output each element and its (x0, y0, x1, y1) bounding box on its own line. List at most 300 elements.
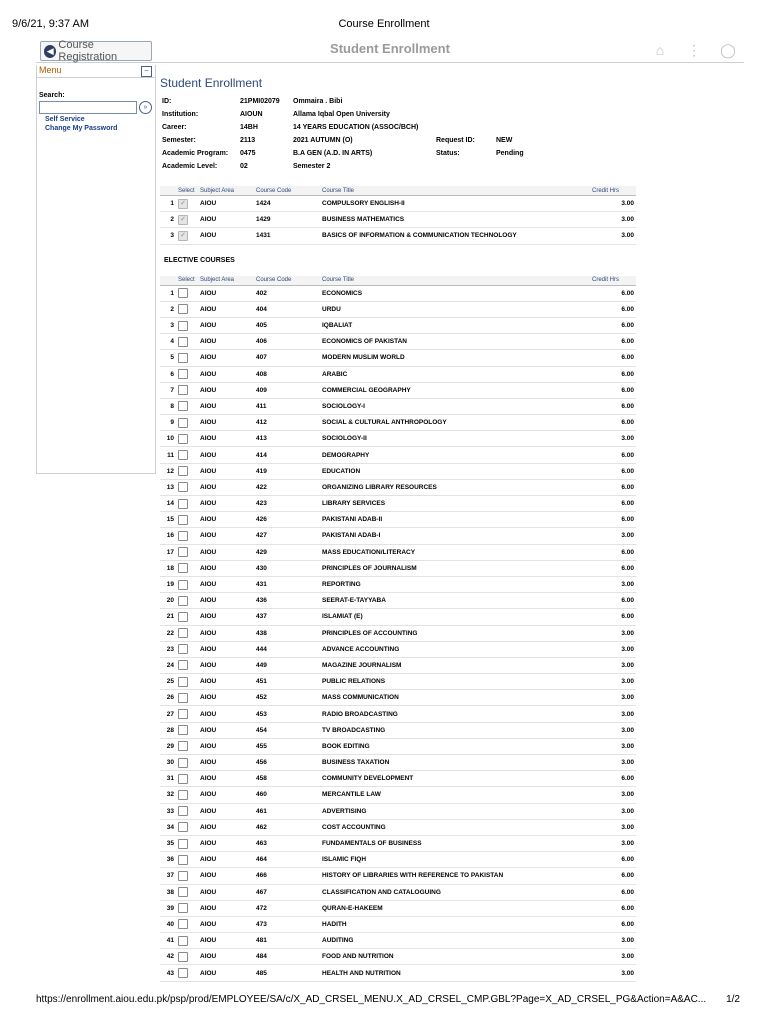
more-options-icon[interactable]: ⋮ (687, 42, 701, 58)
credit-hrs-cell: 6.00 (590, 463, 636, 479)
row-number: 10 (160, 431, 176, 447)
course-code-cell: 414 (254, 447, 320, 463)
print-url: https://enrollment.aiou.edu.pk/psp/prod/EMPLOYEE/SA/c/X_AD_CRSEL_MENU.X_AD_CRSEL_CMP.GBL?Page=X_AD_CRSEL_PG&Action=A&AC... (36, 994, 707, 1005)
table-row (160, 334, 636, 350)
select-checkbox[interactable] (178, 401, 188, 411)
credit-hrs-cell: 3.00 (590, 738, 636, 754)
credit-hrs-cell: 6.00 (590, 544, 636, 560)
select-checkbox[interactable] (178, 968, 188, 978)
credit-hrs-cell: 3.00 (590, 674, 636, 690)
select-cell (176, 625, 198, 641)
table-row (160, 398, 636, 414)
table-row (160, 625, 636, 641)
select-checkbox[interactable] (178, 580, 188, 590)
select-cell (176, 657, 198, 673)
course-code-cell: 449 (254, 657, 320, 673)
institution-code: AIOUN (240, 111, 263, 118)
select-cell (176, 576, 198, 592)
select-checkbox[interactable] (178, 547, 188, 557)
status-label: Status: (436, 150, 460, 157)
select-cell (176, 431, 198, 447)
search-label: Search: (39, 92, 65, 99)
table-row (160, 852, 636, 868)
subject-area-cell: AIOU (198, 852, 254, 868)
select-checkbox[interactable] (178, 321, 188, 331)
select-cell (176, 350, 198, 366)
search-row (39, 101, 155, 114)
search-go-icon[interactable]: » (139, 101, 152, 114)
row-number: 25 (160, 674, 176, 690)
credit-hrs-cell: 3.00 (590, 431, 636, 447)
credit-hrs-cell: 3.00 (590, 657, 636, 673)
course-code-cell: 461 (254, 803, 320, 819)
subject-area-cell: AIOU (198, 285, 254, 301)
table-row (160, 431, 636, 447)
table-row (160, 722, 636, 738)
print-header (0, 0, 768, 40)
course-title-cell: FOOD AND NUTRITION (320, 949, 590, 965)
course-code-cell: 419 (254, 463, 320, 479)
course-title-cell: PUBLIC RELATIONS (320, 674, 590, 690)
table-row (160, 463, 636, 479)
select-cell (176, 738, 198, 754)
row-number: 33 (160, 803, 176, 819)
select-checkbox[interactable] (178, 693, 188, 703)
course-title-cell: MAGAZINE JOURNALISM (320, 657, 590, 673)
subject-area-cell: AIOU (198, 933, 254, 949)
table-row (160, 576, 636, 592)
credit-hrs-cell: 6.00 (590, 317, 636, 333)
row-number: 40 (160, 916, 176, 932)
table-row (160, 916, 636, 932)
course-title-cell: PAKISTANI ADAB-II (320, 512, 590, 528)
credit-hrs-cell: 3.00 (590, 196, 636, 212)
course-title-cell: LIBRARY SERVICES (320, 496, 590, 512)
course-code-cell: 431 (254, 576, 320, 592)
row-number: 13 (160, 479, 176, 495)
career-label: Career: (162, 124, 187, 131)
select-checkbox[interactable] (178, 839, 188, 849)
course-code-cell: 460 (254, 787, 320, 803)
select-checkbox[interactable] (178, 790, 188, 800)
table-row (160, 285, 636, 301)
print-page-number: 1/2 (726, 994, 740, 1005)
row-number: 35 (160, 835, 176, 851)
credit-hrs-cell: 6.00 (590, 415, 636, 431)
course-code-cell: 453 (254, 706, 320, 722)
program-code: 0475 (240, 150, 256, 157)
menu-label: Menu (39, 65, 62, 75)
course-code-cell: 406 (254, 334, 320, 350)
course-code-cell: 466 (254, 868, 320, 884)
subject-area-cell: AIOU (198, 771, 254, 787)
subject-area-cell: AIOU (198, 228, 254, 244)
select-cell (176, 722, 198, 738)
col-credit-hrs: Credit Hrs (590, 276, 636, 286)
row-number: 36 (160, 852, 176, 868)
row-number: 31 (160, 771, 176, 787)
select-checkbox[interactable] (178, 758, 188, 768)
table-row (160, 690, 636, 706)
select-checkbox[interactable] (178, 644, 188, 654)
course-code-cell: 427 (254, 528, 320, 544)
sidebar-link-change-password[interactable]: Change My Password (45, 125, 118, 132)
course-code-cell: 423 (254, 496, 320, 512)
select-checkbox[interactable] (178, 806, 188, 816)
table-row (160, 479, 636, 495)
credit-hrs-cell: 6.00 (590, 334, 636, 350)
select-checkbox[interactable] (178, 936, 188, 946)
row-number: 38 (160, 884, 176, 900)
table-row (160, 868, 636, 884)
subject-area-cell: AIOU (198, 625, 254, 641)
select-cell (176, 196, 198, 212)
semester-label: Semester: (162, 137, 196, 144)
select-cell (176, 819, 198, 835)
course-code-cell: 412 (254, 415, 320, 431)
select-checkbox[interactable] (178, 515, 188, 525)
select-checkbox[interactable] (178, 822, 188, 832)
table-row (160, 738, 636, 754)
select-checkbox[interactable] (178, 919, 188, 929)
select-checkbox[interactable] (178, 871, 188, 881)
course-title-cell: IQBALIAT (320, 317, 590, 333)
select-cell (176, 228, 198, 244)
select-checkbox[interactable] (178, 887, 188, 897)
row-number: 6 (160, 366, 176, 382)
row-number: 9 (160, 415, 176, 431)
table-row (160, 706, 636, 722)
row-number: 27 (160, 706, 176, 722)
course-title-cell: ISLAMIC FIQH (320, 852, 590, 868)
select-checkbox[interactable] (178, 369, 188, 379)
col-course-title: Course Title (320, 186, 590, 196)
subject-area-cell: AIOU (198, 463, 254, 479)
credit-hrs-cell: 6.00 (590, 593, 636, 609)
credit-hrs-cell: 3.00 (590, 690, 636, 706)
credit-hrs-cell: 3.00 (590, 835, 636, 851)
select-cell (176, 301, 198, 317)
select-checkbox[interactable] (178, 774, 188, 784)
select-cell (176, 755, 198, 771)
col-select: Select (176, 276, 198, 286)
row-number: 12 (160, 463, 176, 479)
select-cell (176, 544, 198, 560)
credit-hrs-cell: 3.00 (590, 228, 636, 244)
subject-area-cell: AIOU (198, 301, 254, 317)
subject-area-cell: AIOU (198, 690, 254, 706)
table-row (160, 965, 636, 981)
subject-area-cell: AIOU (198, 949, 254, 965)
career-code: 14BH (240, 124, 258, 131)
table-row (160, 317, 636, 333)
institution-label: Institution: (162, 111, 199, 118)
subject-area-cell: AIOU (198, 544, 254, 560)
table-row (160, 560, 636, 576)
row-number: 30 (160, 755, 176, 771)
table-row (160, 900, 636, 916)
table-header-row (160, 276, 636, 286)
course-code-cell: 454 (254, 722, 320, 738)
credit-hrs-cell: 6.00 (590, 560, 636, 576)
select-checkbox[interactable] (178, 450, 188, 460)
col-select: Select (176, 186, 198, 196)
row-number: 20 (160, 593, 176, 609)
subject-area-cell: AIOU (198, 609, 254, 625)
select-cell (176, 690, 198, 706)
subject-area-cell: AIOU (198, 317, 254, 333)
main-content (160, 76, 740, 982)
career-name: 14 YEARS EDUCATION (ASSOC/BCH) (293, 124, 419, 131)
row-number: 42 (160, 949, 176, 965)
select-checkbox[interactable] (178, 288, 188, 298)
subject-area-cell: AIOU (198, 803, 254, 819)
select-checkbox[interactable] (178, 677, 188, 687)
course-code-cell: 456 (254, 755, 320, 771)
course-title-cell: QURAN-E-HAKEEM (320, 900, 590, 916)
compulsory-courses-table (160, 186, 636, 245)
subject-area-cell: AIOU (198, 722, 254, 738)
select-cell (176, 560, 198, 576)
course-code-cell: 455 (254, 738, 320, 754)
select-cell (176, 674, 198, 690)
row-number: 2 (160, 301, 176, 317)
home-icon[interactable]: ⌂ (655, 42, 665, 58)
subject-area-cell: AIOU (198, 884, 254, 900)
course-code-cell: 458 (254, 771, 320, 787)
course-code-cell: 422 (254, 479, 320, 495)
table-row (160, 593, 636, 609)
header-actions (652, 42, 736, 58)
table-row (160, 949, 636, 965)
course-title-cell: PRINCIPLES OF JOURNALISM (320, 560, 590, 576)
table-row (160, 787, 636, 803)
course-code-cell: 437 (254, 609, 320, 625)
program-name: B.A GEN (A.D. IN ARTS) (293, 150, 373, 157)
subject-area-cell: AIOU (198, 593, 254, 609)
course-title-cell: PRINCIPLES OF ACCOUNTING (320, 625, 590, 641)
subject-area-cell: AIOU (198, 496, 254, 512)
subject-area-cell: AIOU (198, 512, 254, 528)
select-cell (176, 787, 198, 803)
credit-hrs-cell: 6.00 (590, 609, 636, 625)
select-checkbox[interactable] (178, 418, 188, 428)
select-checkbox[interactable] (178, 855, 188, 865)
select-cell (176, 496, 198, 512)
table-row (160, 496, 636, 512)
row-number: 22 (160, 625, 176, 641)
credit-hrs-cell: 6.00 (590, 884, 636, 900)
course-code-cell: 467 (254, 884, 320, 900)
select-checkbox[interactable] (178, 725, 188, 735)
select-cell (176, 771, 198, 787)
course-title-cell: URDU (320, 301, 590, 317)
select-cell (176, 803, 198, 819)
row-number: 41 (160, 933, 176, 949)
subject-area-cell: AIOU (198, 916, 254, 932)
select-checkbox[interactable] (178, 304, 188, 314)
row-number: 23 (160, 641, 176, 657)
col-course-code: Course Code (254, 276, 320, 286)
subject-area-cell: AIOU (198, 657, 254, 673)
select-cell (176, 285, 198, 301)
select-cell (176, 317, 198, 333)
course-title-cell: HADITH (320, 916, 590, 932)
course-code-cell: 411 (254, 398, 320, 414)
subject-area-cell: AIOU (198, 706, 254, 722)
table-row (160, 819, 636, 835)
select-checkbox[interactable] (178, 385, 188, 395)
subject-area-cell: AIOU (198, 382, 254, 398)
select-cell (176, 884, 198, 900)
row-number: 16 (160, 528, 176, 544)
select-checkbox: ✓ (178, 199, 188, 209)
select-cell (176, 463, 198, 479)
course-code-cell: 462 (254, 819, 320, 835)
course-title-cell: BASICS OF INFORMATION & COMMUNICATION TECHNOLOGY (320, 228, 590, 244)
id-value: 21PMI02079 (240, 98, 280, 105)
table-row (160, 196, 636, 212)
table-row (160, 228, 636, 244)
course-title-cell: MASS COMMUNICATION (320, 690, 590, 706)
credit-hrs-cell: 6.00 (590, 496, 636, 512)
select-checkbox: ✓ (178, 231, 188, 241)
menu-bar (37, 65, 155, 78)
course-title-cell: BUSINESS MATHEMATICS (320, 212, 590, 228)
select-checkbox[interactable] (178, 952, 188, 962)
select-checkbox: ✓ (178, 215, 188, 225)
course-code-cell: 464 (254, 852, 320, 868)
select-checkbox[interactable] (178, 741, 188, 751)
navbar-icon[interactable]: ◯ (720, 42, 736, 58)
credit-hrs-cell: 6.00 (590, 900, 636, 916)
select-cell (176, 965, 198, 981)
subject-area-cell: AIOU (198, 819, 254, 835)
course-code-cell: 402 (254, 285, 320, 301)
course-title-cell: MASS EDUCATION/LITERACY (320, 544, 590, 560)
select-cell (176, 479, 198, 495)
credit-hrs-cell: 6.00 (590, 301, 636, 317)
credit-hrs-cell: 3.00 (590, 803, 636, 819)
elective-courses-label: ELECTIVE COURSES (164, 256, 235, 264)
select-checkbox[interactable] (178, 499, 188, 509)
row-number: 14 (160, 496, 176, 512)
request-id-value: NEW (496, 137, 513, 144)
select-cell (176, 366, 198, 382)
course-title-cell: ECONOMICS (320, 285, 590, 301)
subject-area-cell: AIOU (198, 334, 254, 350)
credit-hrs-cell: 3.00 (590, 965, 636, 981)
row-number: 37 (160, 868, 176, 884)
course-title-cell: ORGANIZING LIBRARY RESOURCES (320, 479, 590, 495)
select-checkbox[interactable] (178, 434, 188, 444)
table-row (160, 835, 636, 851)
course-code-cell: 1424 (254, 196, 320, 212)
credit-hrs-cell: 3.00 (590, 528, 636, 544)
course-code-cell: 1429 (254, 212, 320, 228)
credit-hrs-cell: 6.00 (590, 366, 636, 382)
subject-area-cell: AIOU (198, 447, 254, 463)
subject-area-cell: AIOU (198, 755, 254, 771)
select-cell (176, 868, 198, 884)
row-number: 29 (160, 738, 176, 754)
row-number: 43 (160, 965, 176, 981)
credit-hrs-cell: 6.00 (590, 852, 636, 868)
col-course-title: Course Title (320, 276, 590, 286)
subject-area-cell: AIOU (198, 398, 254, 414)
course-title-cell: BOOK EDITING (320, 738, 590, 754)
level-code: 02 (240, 163, 248, 170)
credit-hrs-cell: 6.00 (590, 350, 636, 366)
select-cell (176, 528, 198, 544)
credit-hrs-cell: 3.00 (590, 641, 636, 657)
table-row (160, 771, 636, 787)
table-row (160, 674, 636, 690)
credit-hrs-cell: 3.00 (590, 576, 636, 592)
course-code-cell: 1431 (254, 228, 320, 244)
row-number: 7 (160, 382, 176, 398)
select-checkbox[interactable] (178, 612, 188, 622)
credit-hrs-cell: 3.00 (590, 933, 636, 949)
course-title-cell: TV BROADCASTING (320, 722, 590, 738)
select-checkbox[interactable] (178, 628, 188, 638)
subject-area-cell: AIOU (198, 415, 254, 431)
select-checkbox[interactable] (178, 709, 188, 719)
credit-hrs-cell: 6.00 (590, 868, 636, 884)
select-cell (176, 706, 198, 722)
select-cell (176, 852, 198, 868)
app-window (36, 38, 744, 994)
course-code-cell: 451 (254, 674, 320, 690)
credit-hrs-cell: 3.00 (590, 706, 636, 722)
semester-name: 2021 AUTUMN (O) (293, 137, 353, 144)
course-title-cell: CLASSIFICATION AND CATALOGUING (320, 884, 590, 900)
col-credit-hrs: Credit Hrs (590, 186, 636, 196)
table-row (160, 803, 636, 819)
select-checkbox[interactable] (178, 353, 188, 363)
course-code-cell: 463 (254, 835, 320, 851)
menu-search-input[interactable] (39, 101, 137, 114)
select-checkbox[interactable] (178, 466, 188, 476)
table-header-row (160, 186, 636, 196)
select-checkbox[interactable] (178, 337, 188, 347)
select-checkbox[interactable] (178, 531, 188, 541)
select-cell (176, 835, 198, 851)
subject-area-cell: AIOU (198, 787, 254, 803)
credit-hrs-cell: 3.00 (590, 787, 636, 803)
sidebar-link-self-service[interactable]: Self Service (45, 116, 85, 123)
row-number: 32 (160, 787, 176, 803)
table-row (160, 528, 636, 544)
credit-hrs-cell: 3.00 (590, 722, 636, 738)
course-title-cell: BUSINESS TAXATION (320, 755, 590, 771)
row-number: 3 (160, 317, 176, 333)
course-code-cell: 438 (254, 625, 320, 641)
select-checkbox[interactable] (178, 660, 188, 670)
course-code-cell: 436 (254, 593, 320, 609)
collapse-menu-icon[interactable]: − (141, 66, 152, 77)
select-checkbox[interactable] (178, 563, 188, 573)
subject-area-cell: AIOU (198, 431, 254, 447)
credit-hrs-cell: 3.00 (590, 212, 636, 228)
select-cell (176, 512, 198, 528)
select-checkbox[interactable] (178, 903, 188, 913)
select-cell (176, 641, 198, 657)
select-checkbox[interactable] (178, 482, 188, 492)
select-checkbox[interactable] (178, 596, 188, 606)
row-number: 15 (160, 512, 176, 528)
institution-name: Allama Iqbal Open University (293, 111, 390, 118)
